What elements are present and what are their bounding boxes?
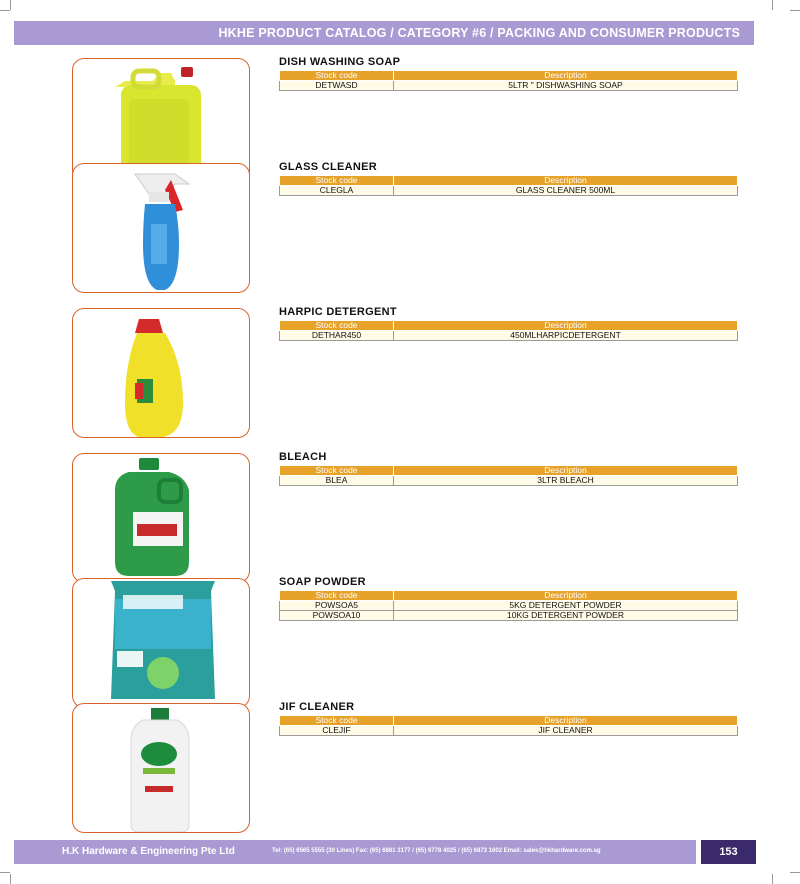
footer-contact-info: Tel: (65) 6565 5555 (30 Lines) Fax: (65) 6861 3177 / (65) 6778 4025 / (65) 6873 1602 Email: sales@hkhardware.com.sg — [272, 848, 601, 854]
product-title-soap-powder: SOAP POWDER — [279, 576, 366, 588]
description-header: Description — [394, 71, 738, 81]
table-header-row — [280, 176, 738, 186]
header-bar — [14, 21, 754, 45]
spec-table-dish-soap — [279, 70, 738, 91]
table-row — [280, 81, 738, 91]
stock-code-cell: BLEA — [280, 476, 394, 486]
spec-table-jif — [279, 715, 738, 736]
description-cell: 450MLHARPICDETERGENT — [394, 331, 738, 341]
stock-code-cell: CLEJIF — [280, 726, 394, 736]
page-number: 153 — [719, 846, 738, 858]
spray-bottle-icon — [73, 164, 250, 293]
crop-mark — [10, 0, 11, 10]
detergent-bag-icon — [73, 579, 250, 708]
crop-mark — [0, 872, 10, 873]
table-header-row — [280, 71, 738, 81]
spec-table-bleach — [279, 465, 738, 486]
description-header: Description — [394, 716, 738, 726]
description-header: Description — [394, 176, 738, 186]
description-cell: 10KG DETERGENT POWDER — [394, 611, 738, 621]
stock-code-header: Stock code — [280, 466, 394, 476]
stock-code-cell: CLEGLA — [280, 186, 394, 196]
product-image-soap-powder — [72, 578, 250, 708]
product-title-harpic: HARPIC DETERGENT — [279, 306, 397, 318]
footer-company-name: H.K Hardware & Engineering Pte Ltd — [62, 846, 235, 857]
crop-mark — [790, 10, 800, 11]
table-row — [280, 186, 738, 196]
bleach-jug-icon — [73, 454, 250, 583]
crop-mark — [790, 872, 800, 873]
spec-table-harpic — [279, 320, 738, 341]
description-cell: 3LTR BLEACH — [394, 476, 738, 486]
spec-table-glass-cleaner — [279, 175, 738, 196]
table-row — [280, 726, 738, 736]
description-cell: GLASS CLEANER 500ML — [394, 186, 738, 196]
description-header: Description — [394, 591, 738, 601]
table-header-row — [280, 466, 738, 476]
stock-code-header: Stock code — [280, 591, 394, 601]
crop-mark — [772, 0, 773, 10]
description-cell: 5LTR " DISHWASHING SOAP — [394, 81, 738, 91]
product-image-bleach — [72, 453, 250, 583]
product-title-glass-cleaner: GLASS CLEANER — [279, 161, 378, 173]
cream-cleaner-bottle-icon — [73, 704, 250, 833]
table-row — [280, 476, 738, 486]
stock-code-cell: DETHAR450 — [280, 331, 394, 341]
stock-code-cell: POWSOA10 — [280, 611, 394, 621]
table-row — [280, 601, 738, 611]
description-cell: JIF CLEANER — [394, 726, 738, 736]
stock-code-header: Stock code — [280, 71, 394, 81]
table-header-row — [280, 716, 738, 726]
product-image-harpic — [72, 308, 250, 438]
toilet-cleaner-bottle-icon — [73, 309, 250, 438]
page-title: HKHE PRODUCT CATALOG / CATEGORY #6 / PACKING AND CONSUMER PRODUCTS — [218, 26, 740, 40]
product-title-jif: JIF CLEANER — [279, 701, 355, 713]
crop-mark — [10, 874, 11, 884]
stock-code-cell: POWSOA5 — [280, 601, 394, 611]
page-number-box — [701, 840, 756, 864]
stock-code-header: Stock code — [280, 176, 394, 186]
crop-mark — [772, 874, 773, 884]
stock-code-cell: DETWASD — [280, 81, 394, 91]
table-header-row — [280, 321, 738, 331]
product-image-glass-cleaner — [72, 163, 250, 293]
crop-mark — [0, 10, 10, 11]
table-header-row — [280, 591, 738, 601]
stock-code-header: Stock code — [280, 321, 394, 331]
stock-code-header: Stock code — [280, 716, 394, 726]
product-image-jif — [72, 703, 250, 833]
description-header: Description — [394, 321, 738, 331]
table-row — [280, 611, 738, 621]
description-cell: 5KG DETERGENT POWDER — [394, 601, 738, 611]
product-title-dish-soap: DISH WASHING SOAP — [279, 56, 401, 68]
footer-bar — [14, 840, 696, 864]
table-row — [280, 331, 738, 341]
product-title-bleach: BLEACH — [279, 451, 327, 463]
spec-table-soap-powder — [279, 590, 738, 621]
description-header: Description — [394, 466, 738, 476]
